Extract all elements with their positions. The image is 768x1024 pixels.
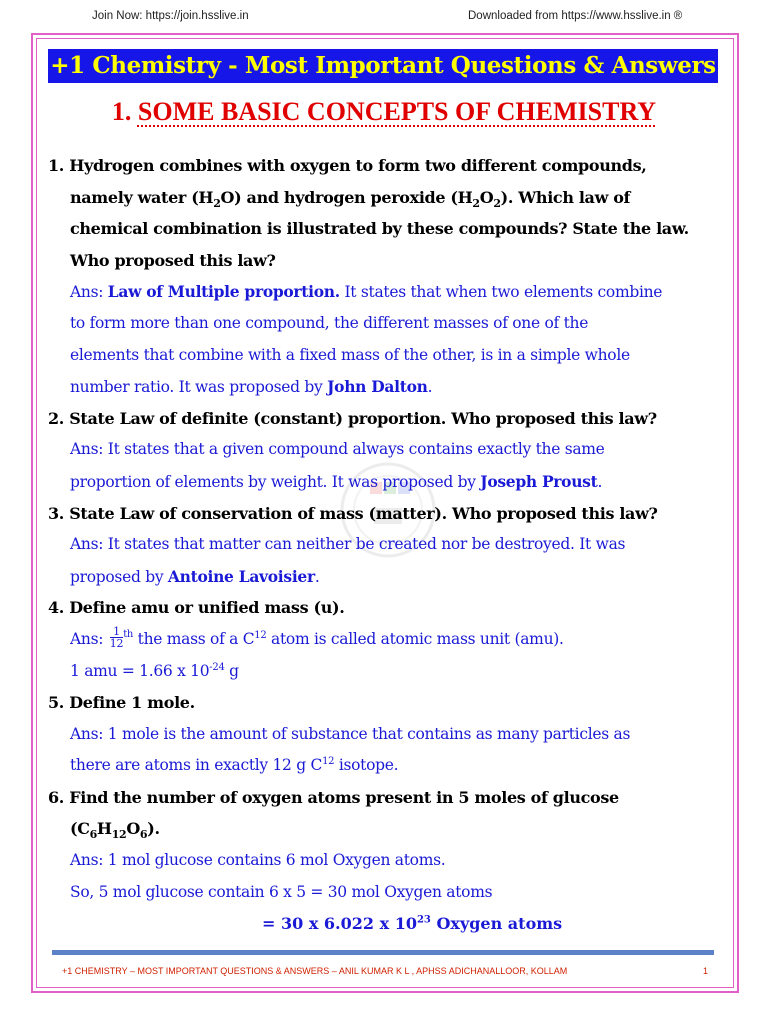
a3-text: .	[314, 567, 320, 586]
a3-line-1: Ans: It states that matter can neither be created nor be destroyed. It was	[70, 535, 626, 554]
a6-line-2: So, 5 mol glucose contain 6 x 5 = 30 mol Oxygen atoms	[70, 882, 493, 901]
a4-text: the mass of a C	[133, 629, 255, 648]
a6-text: Oxygen atoms	[430, 914, 563, 934]
a3-line-2	[48, 561, 732, 593]
q1-text: ). Which law of	[500, 187, 631, 207]
a1-line-3: elements that combine with a fixed mass of the other, is in a simple whole	[70, 345, 630, 364]
a2-line-1: Ans: It states that a given compound always contains exactly the same	[70, 440, 605, 459]
q3-line-1: 3. State Law of conservation of mass (matter). Who proposed this law?	[48, 503, 658, 523]
q1-sub: 2	[472, 196, 480, 210]
q1-sub: 2	[213, 196, 221, 210]
a3-text: proposed by	[70, 567, 168, 586]
chapter-number: 1.	[111, 97, 132, 126]
a2-scientist: Joseph Proust	[480, 471, 598, 491]
join-link[interactable]: Join Now: https://join.hsslive.in	[92, 10, 249, 22]
a1-text: It states that when two elements combine	[339, 283, 663, 302]
document-banner: +1 Chemistry - Most Important Questions & Answers	[48, 49, 718, 83]
q1-line-2	[48, 182, 732, 214]
q1-sub: 2	[493, 196, 501, 210]
page-header	[0, 8, 768, 26]
footer-text: +1 CHEMISTRY – MOST IMPORTANT QUESTIONS & ANSWERS – ANIL KUMAR K L , APHSS ADICHANALLOOR, KOLLAM	[62, 966, 568, 976]
q6-text: ).	[147, 819, 160, 839]
a4-text: 1 amu = 1.66 x 10	[70, 661, 210, 680]
ordinal-suffix: th	[123, 628, 134, 640]
a6-final-answer	[48, 908, 732, 940]
a4-text: Ans:	[70, 629, 108, 648]
q6-sub: 6	[89, 828, 97, 842]
a2-text: .	[597, 472, 603, 491]
a4-sup: -24	[209, 661, 225, 673]
a5-line-2	[48, 750, 732, 782]
a4-sup: 12	[254, 629, 267, 641]
a5-line-1: Ans: 1 mole is the amount of substance that contains as many particles as	[70, 724, 631, 743]
fraction	[110, 626, 123, 649]
q5-line-1: 5. Define 1 mole.	[48, 693, 195, 713]
q1-text: namely water (H	[70, 187, 214, 207]
q6-text: O	[126, 819, 140, 839]
a4-text: g	[224, 661, 239, 680]
q1-text: O) and hydrogen peroxide (H	[220, 187, 473, 207]
a1-text: number ratio. It was proposed by	[70, 378, 328, 397]
download-link[interactable]: Downloaded from https://www.hsslive.in ®	[468, 10, 683, 22]
a1-scientist: John Dalton	[327, 377, 428, 397]
q1-line-3: chemical combination is illustrated by these compounds? State the law.	[70, 219, 689, 239]
a2-text: proportion of elements by weight. It was proposed by	[70, 472, 481, 491]
a6-text: = 30 x 6.022 x 10	[262, 914, 417, 934]
a4-line-1	[48, 624, 732, 656]
q6-line-2	[48, 813, 732, 845]
a5-sup: 12	[322, 756, 335, 768]
a1-law-name: Law of Multiple proportion.	[107, 282, 340, 302]
q6-text: (C	[70, 819, 90, 839]
a1-text: .	[427, 378, 433, 397]
a5-text: there are atoms in exactly 12 g C	[70, 756, 323, 775]
a4-line-2	[48, 656, 732, 688]
q4-line-1: 4. Define amu or unified mass (u).	[48, 598, 345, 618]
a1-line-4	[48, 371, 732, 403]
a1-line-1	[48, 276, 732, 308]
page-footer	[62, 966, 712, 976]
a4-text: atom is called atomic mass unit (amu).	[266, 629, 564, 648]
chapter-heading	[0, 97, 768, 127]
a1-text: Ans:	[70, 283, 108, 302]
q6-line-1: 6. Find the number of oxygen atoms present in 5 moles of glucose	[48, 787, 619, 807]
q1-text: O	[479, 187, 494, 207]
a3-scientist: Antoine Lavoisier	[167, 566, 315, 586]
a2-line-2	[48, 466, 732, 498]
chapter-title: SOME BASIC CONCEPTS OF CHEMISTRY	[137, 97, 657, 126]
fraction-denominator: 12	[109, 637, 124, 651]
q2-line-1: 2. State Law of definite (constant) proportion. Who proposed this law?	[48, 408, 657, 428]
footer-rule	[52, 950, 714, 955]
q1-line-1: 1. Hydrogen combines with oxygen to form two different compounds,	[48, 156, 647, 175]
a6-sup: 23	[416, 914, 431, 926]
fraction-numerator: 1	[110, 626, 123, 638]
page-number: 1	[702, 966, 708, 976]
q1-line-4: Who proposed this law?	[70, 250, 276, 270]
q6-sub: 12	[111, 828, 127, 842]
a6-line-1: Ans: 1 mol glucose contains 6 mol Oxygen atoms.	[70, 851, 446, 870]
a5-text: isotope.	[334, 756, 399, 775]
questions-content	[48, 150, 732, 940]
q6-sub: 6	[139, 828, 148, 842]
a1-line-2: to form more than one compound, the different masses of one of the	[70, 313, 589, 332]
q6-text: H	[96, 819, 112, 839]
